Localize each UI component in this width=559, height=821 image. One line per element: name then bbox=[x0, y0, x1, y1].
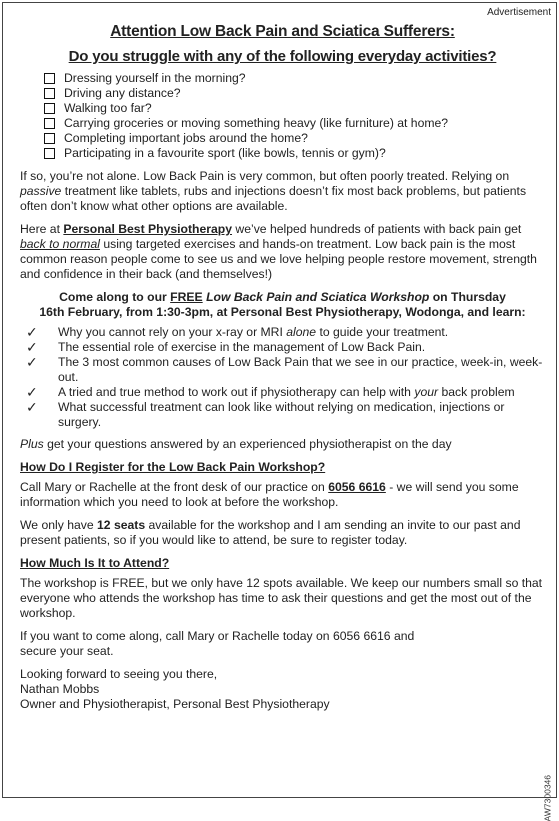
call-to-action: If you want to come along, call Mary or Rachelle today on 6056 6616 and secure your seat. bbox=[20, 629, 415, 658]
list-item: Carrying groceries or moving something heavy (like furniture) at home? bbox=[20, 116, 545, 131]
checkmark-icon: ✓ bbox=[26, 384, 38, 400]
checkbox-icon bbox=[44, 103, 55, 114]
list-item: ✓ The 3 most common causes of Low Back Pain that we see in our practice, week-in, week-out. bbox=[26, 354, 543, 384]
list-item: ✓ A tried and true method to work out if physiotherapy can help with your back problem bbox=[26, 384, 515, 400]
checkmark-icon: ✓ bbox=[26, 399, 38, 415]
question-heading: Do you struggle with any of the following everyday activities? bbox=[68, 48, 497, 65]
phone-number: 6056 6616 bbox=[328, 480, 386, 494]
seats-paragraph: We only have 12 seats available for the workshop and I am sending an invite to our past and present patients, so if you would like to attend, be sure to register today. bbox=[20, 518, 521, 547]
checkmark-icon: ✓ bbox=[26, 354, 38, 370]
intro-paragraph: If so, you’re not alone. Low Back Pain is very common, but often poorly treated. Relying on passive treatment like tablets, rubs and injections doesn’t fix most back problems, but patients often don’t know what other options are available. bbox=[20, 169, 527, 213]
register-paragraph: Call Mary or Rachelle at the front desk of our practice on 6056 6616 - we will send you some information which you need to look at before the workshop. bbox=[20, 480, 519, 509]
checkmark-icon: ✓ bbox=[26, 324, 38, 340]
register-heading: How Do I Register for the Low Back Pain Workshop? bbox=[20, 460, 326, 474]
learning-list bbox=[20, 325, 545, 430]
advertisement-label: Advertisement bbox=[487, 7, 551, 18]
headline: Attention Low Back Pain and Sciatica Sufferers: bbox=[110, 23, 455, 40]
checkbox-icon bbox=[44, 73, 55, 84]
signoff-greeting: Looking forward to seeing you there, bbox=[20, 667, 218, 681]
checkbox-icon bbox=[44, 118, 55, 129]
list-item: Driving any distance? bbox=[20, 86, 545, 101]
cost-paragraph: The workshop is FREE, but we only have 12 spots available. We keep our numbers small so that everyone who attends the workshop has time to ask their questions and get the most out of the workshop. bbox=[20, 576, 543, 620]
checkmark-icon: ✓ bbox=[26, 339, 38, 355]
list-item: Participating in a favourite sport (like bowls, tennis or gym)? bbox=[20, 146, 545, 161]
activity-checklist bbox=[20, 71, 545, 161]
about-paragraph: Here at Personal Best Physiotherapy we’ve helped hundreds of patients with back pain get back to normal using targeted exercises and hands-on treatment. Low back pain is the most common reason people come to see us and we love helping people restore movement, strength and confidence in their back (and themselves!) bbox=[20, 222, 537, 281]
workshop-invite: Come along to our FREE Low Back Pain and Sciatica Workshop on Thursday bbox=[59, 290, 506, 304]
list-item: Walking too far? bbox=[20, 101, 545, 116]
ad-code: AW7300346 bbox=[542, 775, 552, 821]
plus-line: Plus get your questions answered by an experienced physiotherapist on the day bbox=[20, 437, 452, 451]
checkbox-icon bbox=[44, 88, 55, 99]
checkbox-icon bbox=[44, 148, 55, 159]
signoff bbox=[20, 667, 545, 712]
cost-heading: How Much Is It to Attend? bbox=[20, 556, 170, 570]
list-item: ✓ What successful treatment can look like without relying on medication, injections or surgery. bbox=[26, 399, 505, 429]
workshop-details: 16th February, from 1:30-3pm, at Personal Best Physiotherapy, Wodonga, and learn: bbox=[39, 305, 526, 319]
list-item: ✓ The essential role of exercise in the management of Low Back Pain. bbox=[26, 339, 426, 355]
list-item: Completing important jobs around the home? bbox=[20, 131, 545, 146]
signoff-name: Nathan Mobbs bbox=[20, 682, 100, 696]
advertisement bbox=[2, 2, 557, 821]
list-item: Dressing yourself in the morning? bbox=[20, 71, 545, 86]
checkbox-icon bbox=[44, 133, 55, 144]
list-item: ✓ Why you cannot rely on your x-ray or MRI alone to guide your treatment. bbox=[26, 324, 449, 340]
signoff-title: Owner and Physiotherapist, Personal Best Physiotherapy bbox=[20, 697, 330, 711]
